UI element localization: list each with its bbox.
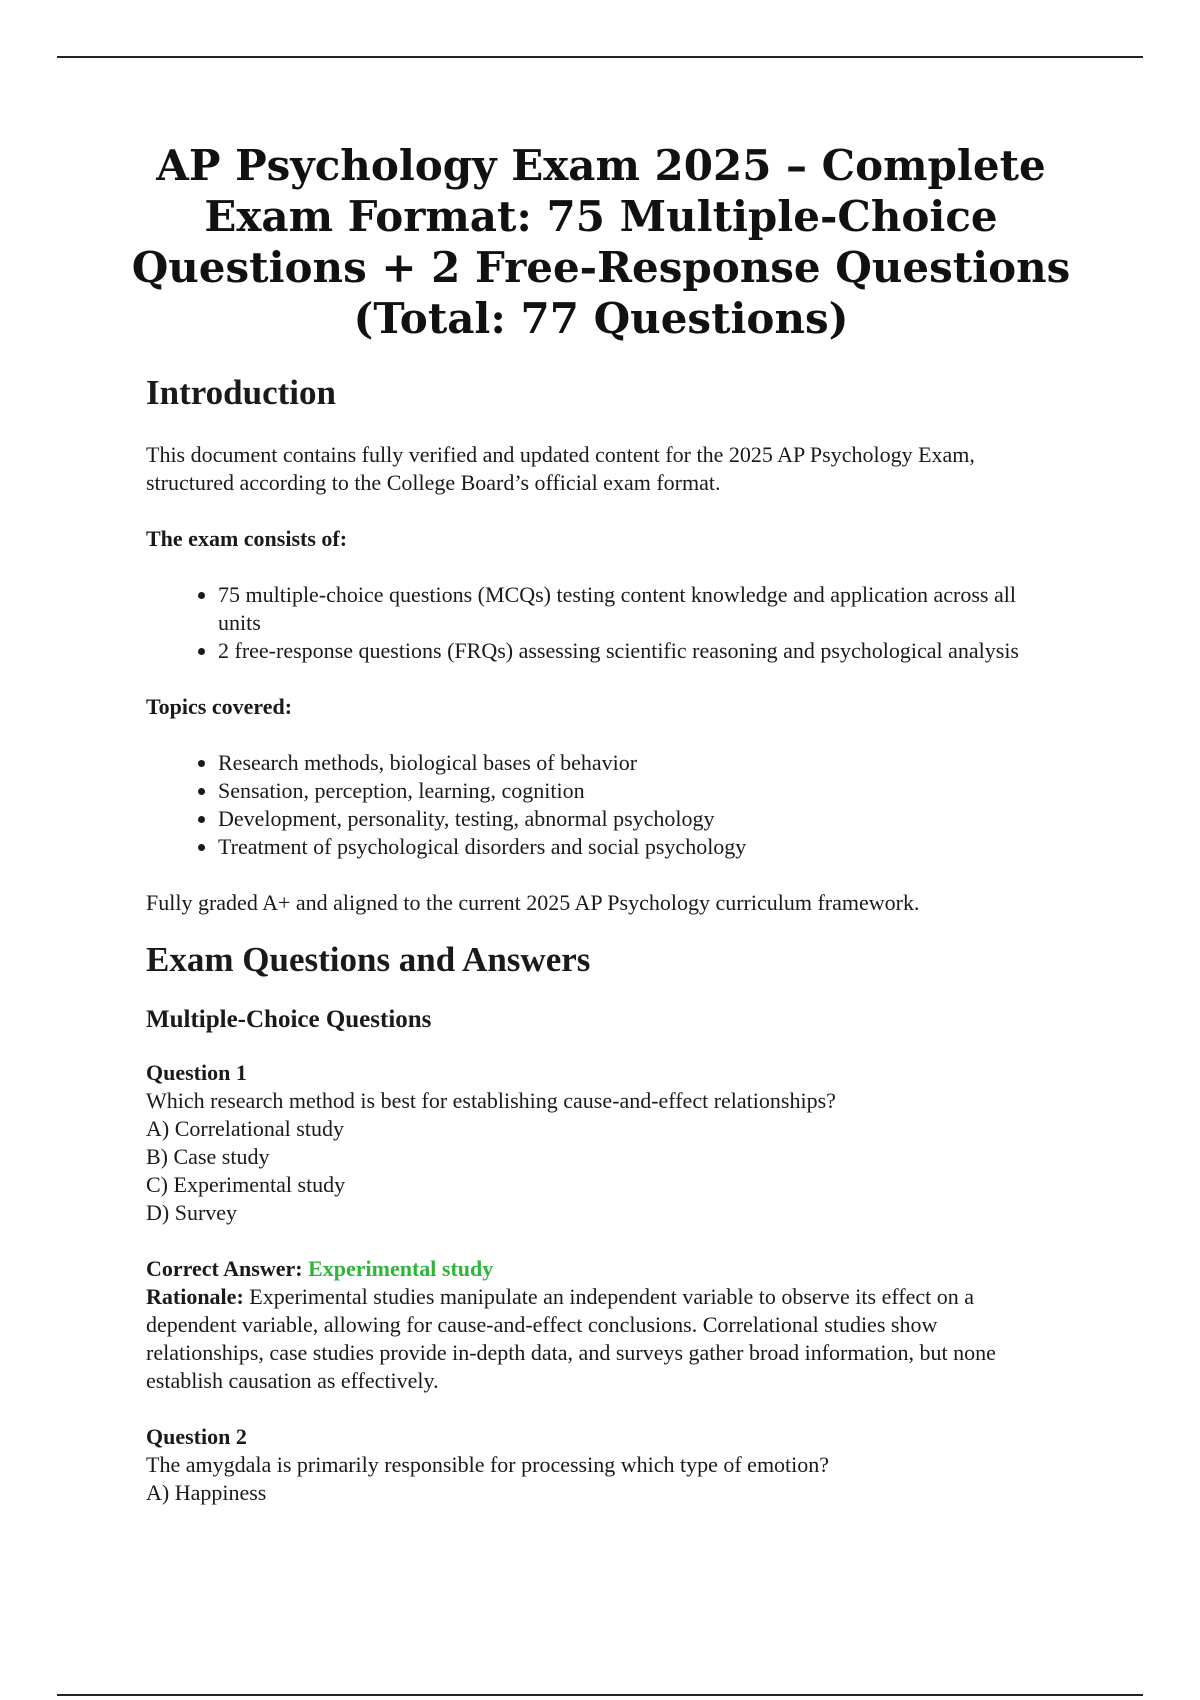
question-text: The amygdala is primarily responsible for processing which type of emotion? [146, 1452, 830, 1477]
introduction-paragraph: This document contains fully verified and updated content for the 2025 AP Psychology Exam, structured according to the College Board’s official exam format. [146, 442, 975, 495]
list-item: • Treatment of psychological disorders and social psychology [218, 833, 1056, 861]
option: A) Happiness [146, 1480, 267, 1505]
list-item: • 75 multiple-choice questions (MCQs) testing content knowledge and application across all units [218, 581, 1056, 637]
topics-label: Topics covered: [146, 694, 293, 719]
answer-value: Experimental study [308, 1256, 494, 1281]
question-2 [146, 1423, 1056, 1507]
list-item: • 2 free-response questions (FRQs) assessing scientific reasoning and psychological analysis [218, 637, 1056, 665]
answer-label: Correct Answer: [146, 1256, 303, 1281]
topics-list [146, 749, 1056, 861]
consists-list [146, 581, 1056, 665]
introduction-heading: Introduction [146, 373, 336, 412]
document-body [131, 140, 1071, 1507]
list-item: • Development, personality, testing, abnormal psychology [218, 805, 1056, 833]
rationale [146, 1283, 1056, 1395]
consists-label: The exam consists of: [146, 526, 348, 551]
question-label: Question 2 [146, 1424, 247, 1449]
question-text: Which research method is best for establishing cause-and-effect relationships? [146, 1088, 836, 1113]
bottom-rule [57, 1694, 1143, 1696]
list-item: • Research methods, biological bases of behavior [218, 749, 1056, 777]
document-title: AP Psychology Exam 2025 – Complete Exam Format: 75 Multiple-Choice Questions + 2 Free-Response Questions (Total: 77 Questions) [131, 141, 1071, 343]
option: A) Correlational study [146, 1116, 344, 1141]
correct-answer [146, 1255, 1056, 1283]
list-item: • Sensation, perception, learning, cognition [218, 777, 1056, 805]
rationale-label: Rationale: [146, 1284, 244, 1309]
question-1 [146, 1059, 1056, 1395]
option: C) Experimental study [146, 1172, 346, 1197]
closing-paragraph: Fully graded A+ and aligned to the current 2025 AP Psychology curriculum framework. [146, 890, 920, 915]
rationale-text: Experimental studies manipulate an independent variable to observe its effect on a dependent variable, allowing for cause-and-effect conclusions. Correlational studies show relationships, case studies provide in-depth data, and surveys gather broad information, but none establish causation as effectively. [146, 1284, 996, 1393]
exam-heading: Exam Questions and Answers [146, 940, 591, 979]
mcq-heading: Multiple-Choice Questions [146, 1006, 432, 1033]
option: D) Survey [146, 1200, 238, 1225]
question-label: Question 1 [146, 1060, 247, 1085]
top-rule [57, 56, 1143, 58]
option: B) Case study [146, 1144, 270, 1169]
